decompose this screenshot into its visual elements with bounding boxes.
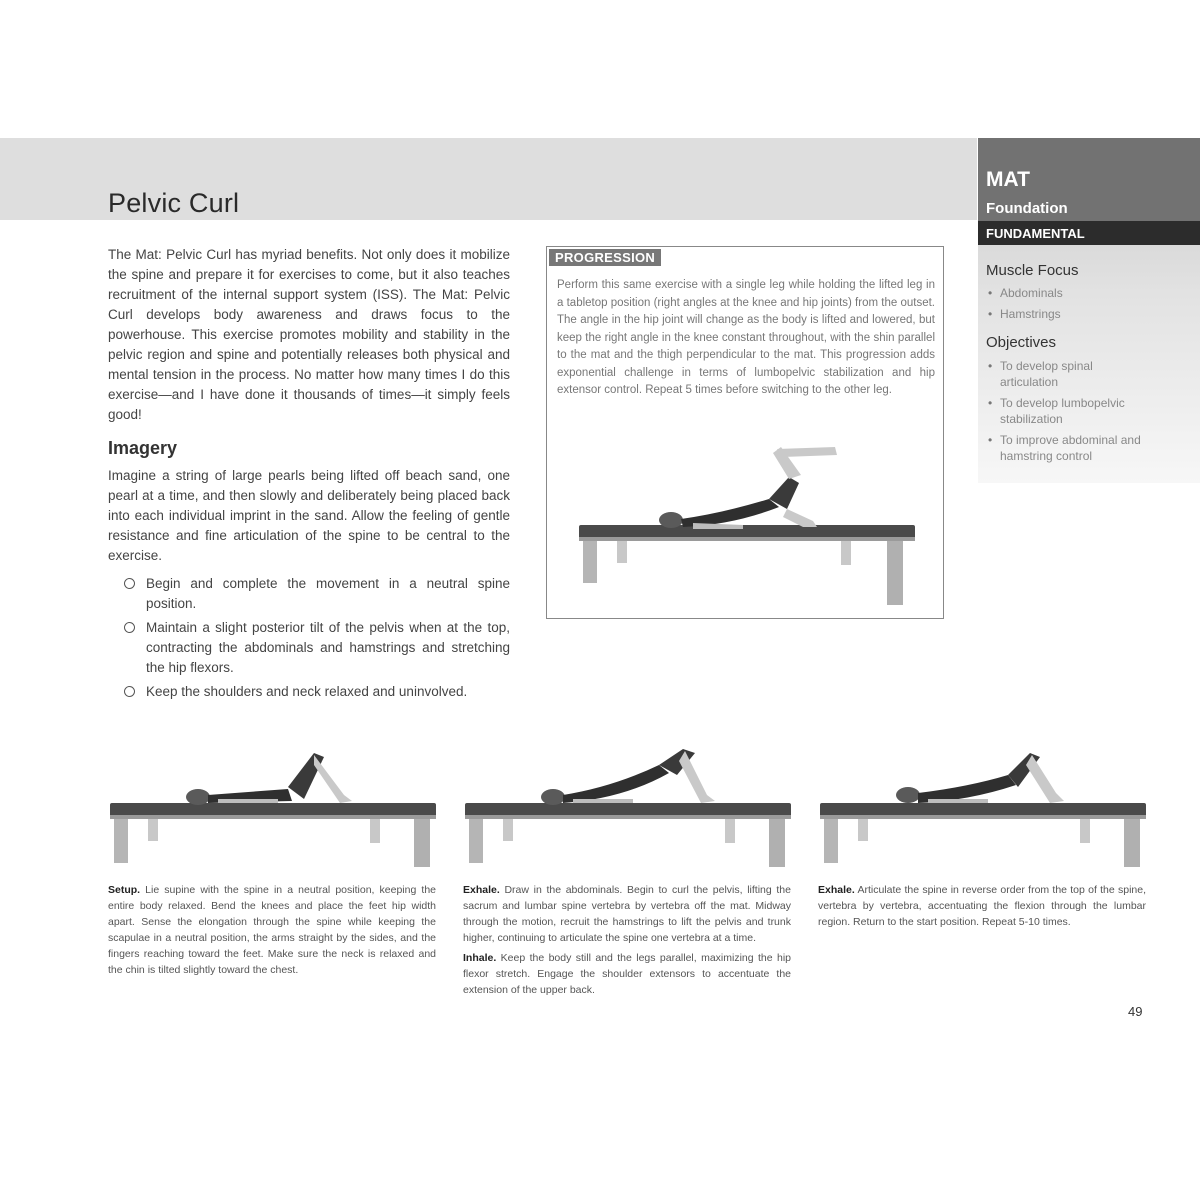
exhale-lift-caption xyxy=(463,882,791,1002)
cue-item: Maintain a slight posterior tilt of the pelvis when at the top, contracting the abdominals and hamstrings and stretching the hip flexors. xyxy=(124,618,510,678)
caption-paragraph: Setup. Lie supine with the spine in a neutral position, keeping the entire body relaxed. Bend the knees and place the feet hip width apart. Sense the elongation through the spine while keeping the scapulae in a neutral position, the arms straight by the sides, and the fingers reaching toward the feet. Make sure the neck is relaxed and the chin is tilted slightly toward the chest. xyxy=(108,884,436,976)
cue-list xyxy=(124,574,510,706)
list-item: • To improve abdominal and hamstring control xyxy=(986,432,1146,464)
setup-caption xyxy=(108,882,436,982)
sidebar-category-block xyxy=(978,138,1200,221)
imagery-heading: Imagery xyxy=(108,438,178,458)
caption-paragraph: Inhale. Keep the body still and the legs parallel, maximizing the hip flexor stretch. Engage the shoulder extensors to accentuate the extension of the upper back. xyxy=(463,952,791,996)
sidebar-sublevel: FUNDAMENTAL xyxy=(978,221,1200,245)
muscle-focus-list xyxy=(986,285,1191,327)
circle-bullet-icon xyxy=(124,686,135,697)
objectives-heading: Objectives xyxy=(986,334,1057,351)
muscle-focus-heading: Muscle Focus xyxy=(986,262,1079,279)
sidebar-category: MAT xyxy=(986,168,1030,191)
progression-label: PROGRESSION xyxy=(549,249,661,266)
exhale-lower-photo xyxy=(818,743,1148,868)
list-item: • To develop lumbopelvic stabilization xyxy=(986,395,1146,427)
page-title: Pelvic Curl xyxy=(108,188,240,218)
list-item: • To develop spinal articulation xyxy=(986,358,1146,390)
page-number: 49 xyxy=(1128,1004,1143,1019)
circle-bullet-icon xyxy=(124,622,135,633)
progression-box xyxy=(546,246,944,619)
objectives-list xyxy=(986,358,1146,469)
cue-item: Begin and complete the movement in a neutral spine position. xyxy=(124,574,510,614)
circle-bullet-icon xyxy=(124,578,135,589)
imagery-paragraph: Imagine a string of large pearls being lifted off beach sand, one pearl at a time, and then slowly and deliberately being placed back into each individual imprint in the sand. Allow the feeling of gentle resistance and fine articulation of the spine to be central to the exercise. xyxy=(108,468,510,563)
caption-paragraph: Exhale. Draw in the abdominals. Begin to curl the pelvis, lifting the sacrum and lumbar spine vertebra by vertebra off the mat. Midway through the motion, recruit the hamstrings to lift the pelvis and trunk higher, continuing to articulate the spine one vertebra at a time. xyxy=(463,884,791,944)
exhale-lower-caption xyxy=(818,882,1146,934)
sidebar xyxy=(978,138,1200,483)
progression-text: Perform this same exercise with a single leg while holding the lifted leg in a tabletop position (right angles at the knee and hip joints) from the outset. The angle in the hip joint will change as the body is lifted and lowered, but keep the right angle in the knee constant throughout, with the shin parallel to the mat and the thigh perpendicular to the mat. This progression adds exponential challenge in terms of lumbopelvic stabilization and hip extensor control. Repeat 5 times before switching to the other leg. xyxy=(557,279,935,396)
progression-photo xyxy=(573,443,925,605)
caption-paragraph: Exhale. Articulate the spine in reverse order from the top of the spine, vertebra by vertebra, accentuating the flexion through the lumbar region. Return to the start position. Repeat 5-10 times. xyxy=(818,884,1146,928)
list-item: • Abdominals xyxy=(986,285,1191,301)
setup-photo xyxy=(108,743,438,868)
list-item: • Hamstrings xyxy=(986,306,1191,322)
intro-paragraph: The Mat: Pelvic Curl has myriad benefits. Not only does it mobilize the spine and prepare it for exercises to come, but it also teaches recruitment of the internal support system (ISS). The Mat: Pelvic Curl develops body awareness and draws focus to the powerhouse. This exercise promotes mobility and stability in the pelvic region and spine and potentially releases both physical and mental tension in the process. No matter how many times I do this exercise—and I have done it thousands of times—it simply feels good! xyxy=(108,247,510,422)
sidebar-level: Foundation xyxy=(986,200,1068,217)
cue-item: Keep the shoulders and neck relaxed and uninvolved. xyxy=(124,682,510,702)
book-page xyxy=(0,138,1200,1063)
exhale-lift-photo xyxy=(463,743,793,868)
